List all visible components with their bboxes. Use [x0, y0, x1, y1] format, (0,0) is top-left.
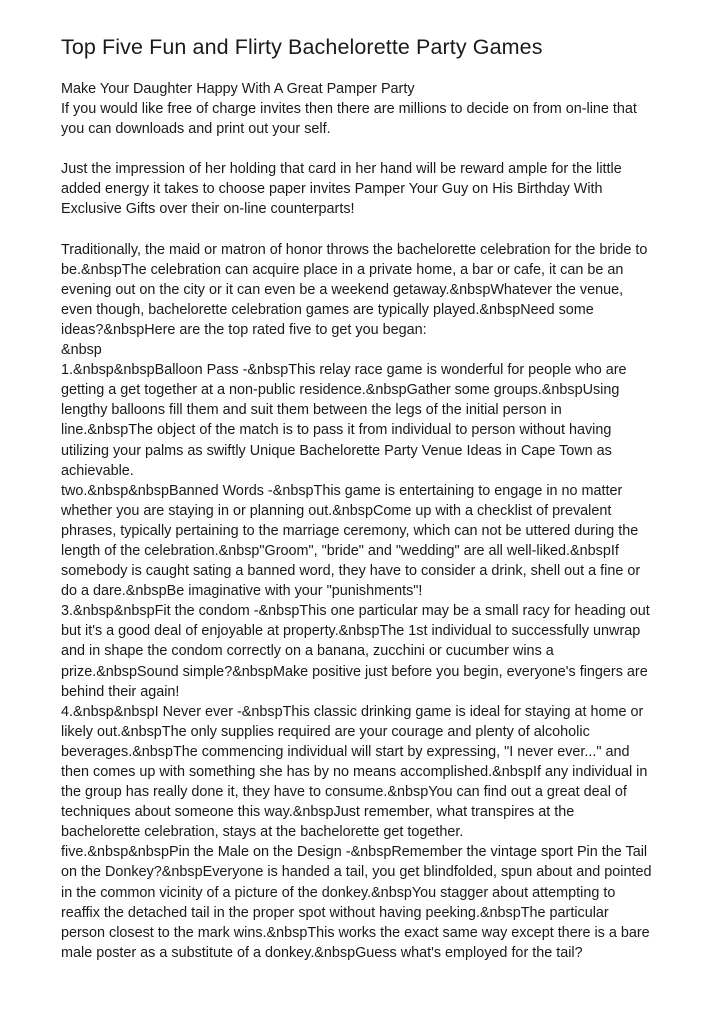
text-line: 4.&nbsp&nbspI Never ever -&nbspThis classic drinking game is ideal for staying at home or — [61, 703, 644, 720]
text-line: achievable. — [61, 462, 134, 479]
text-line: be.&nbspThe celebration can acquire place in a private home, a bar or cafe, it can be an — [61, 261, 624, 278]
document-title: Top Five Fun and Flirty Bachelorette Party Games — [61, 35, 543, 59]
text-line: Make Your Daughter Happy With A Great Pamper Party — [61, 81, 415, 97]
paragraph-gap — [61, 220, 667, 240]
text-line: &nbsp — [61, 342, 102, 359]
paragraph-gap — [61, 139, 667, 159]
text-line: two.&nbsp&nbspBanned Words -&nbspThis game is entertaining to engage in no matter — [61, 482, 623, 499]
text-line: phrases, typically pertaining to the marriage ceremony, which can not be uttered during the — [61, 522, 639, 539]
text-line: Just the impression of her holding that card in her hand will be reward ample for the little — [61, 161, 622, 178]
text-line: then comes up with something she has by no means accomplished.&nbspIf any individual in — [61, 764, 648, 780]
text-line: beverages.&nbspThe commencing individual will start by expressing, "I never ever..." and — [61, 743, 630, 760]
document-body — [61, 79, 667, 963]
text-line: Exclusive Gifts over their on-line counterparts! — [61, 201, 355, 218]
text-line: length of the celebration.&nbsp"Groom", "bride" and "wedding" are all well-liked.&nbspIf — [61, 542, 619, 559]
text-line: but it's a good deal of enjoyable at property.&nbspThe 1st individual to successfully unwrap — [61, 623, 641, 640]
text-line: lengthy balloons fill them and suit them between the legs of the initial person in — [61, 402, 562, 419]
text-line: bachelorette celebration, stays at the bachelorette get together. — [61, 824, 464, 841]
text-line: male poster as a substitute of a donkey.&nbspGuess what's employed for the tail? — [61, 944, 583, 961]
paragraph — [61, 79, 667, 139]
paragraph — [61, 240, 667, 963]
text-line: likely out.&nbspThe only supplies required are your courage and plenty of alcoholic — [61, 723, 590, 740]
text-line: you can downloads and print out your self. — [61, 121, 331, 138]
text-line: whether you are staying in or planning out.&nbspCome up with a checklist of prevalent — [61, 502, 612, 519]
text-line: If you would like free of charge invites then there are millions to decide on from on-line that — [61, 101, 637, 118]
text-line: behind their again! — [61, 683, 180, 700]
text-line: Traditionally, the maid or matron of honor throws the bachelorette celebration for the bride to — [61, 241, 648, 258]
text-line: reaffix the detached tail in the proper spot without having peeking.&nbspThe particular — [61, 904, 609, 921]
text-line: do a dare.&nbspBe imaginative with your "punishments"! — [61, 583, 423, 600]
text-line: line.&nbspThe object of the match is to pass it from individual to person without having — [61, 422, 612, 439]
text-line: ideas?&nbspHere are the top rated five to get you began: — [61, 321, 427, 338]
text-line: evening out on the city or it can even be a weekend getaway.&nbspWhatever the venue, — [61, 281, 624, 298]
text-line: on the Donkey?&nbspEveryone is handed a tail, you get blindfolded, spun about and pointed — [61, 864, 652, 881]
text-line: even though, bachelorette celebration games are typically played.&nbspNeed some — [61, 301, 594, 318]
document-page — [61, 34, 667, 963]
text-line: somebody is caught sating a banned word, they have to consider a drink, shell out a fine or — [61, 563, 641, 580]
text-line: in the common vicinity of a picture of the donkey.&nbspYou stagger about attempting to — [61, 884, 616, 901]
text-line: 1.&nbsp&nbspBalloon Pass -&nbspThis relay race game is wonderful for people who are — [61, 362, 627, 379]
text-line: 3.&nbsp&nbspFit the condom -&nbspThis one particular may be a small racy for heading out — [61, 603, 650, 620]
text-line: added energy it takes to choose paper invites Pamper Your Guy on His Birthday With — [61, 181, 603, 198]
paragraph — [61, 159, 667, 219]
text-line: prize.&nbspSound simple?&nbspMake positive just before you begin, everyone's fingers are — [61, 663, 648, 680]
text-line: and in shape the condom correctly on a banana, zucchini or cucumber wins a — [61, 643, 554, 660]
text-line: the group has really done it, they have to consume.&nbspYou can find out a great deal of — [61, 784, 627, 801]
text-line: five.&nbsp&nbspPin the Male on the Design -&nbspRemember the vintage sport Pin the Tail — [61, 844, 648, 861]
text-line: getting a get together at a non-public residence.&nbspGather some groups.&nbspUsing — [61, 382, 620, 399]
text-line: utilizing your palms as swiftly Unique Bachelorette Party Venue Ideas in Cape Town as — [61, 442, 612, 459]
text-line: person closest to the mark wins.&nbspThis works the exact same way except there is a bare — [61, 924, 650, 941]
text-line: techniques about someone this way.&nbspJust remember, what transpires at the — [61, 804, 575, 821]
